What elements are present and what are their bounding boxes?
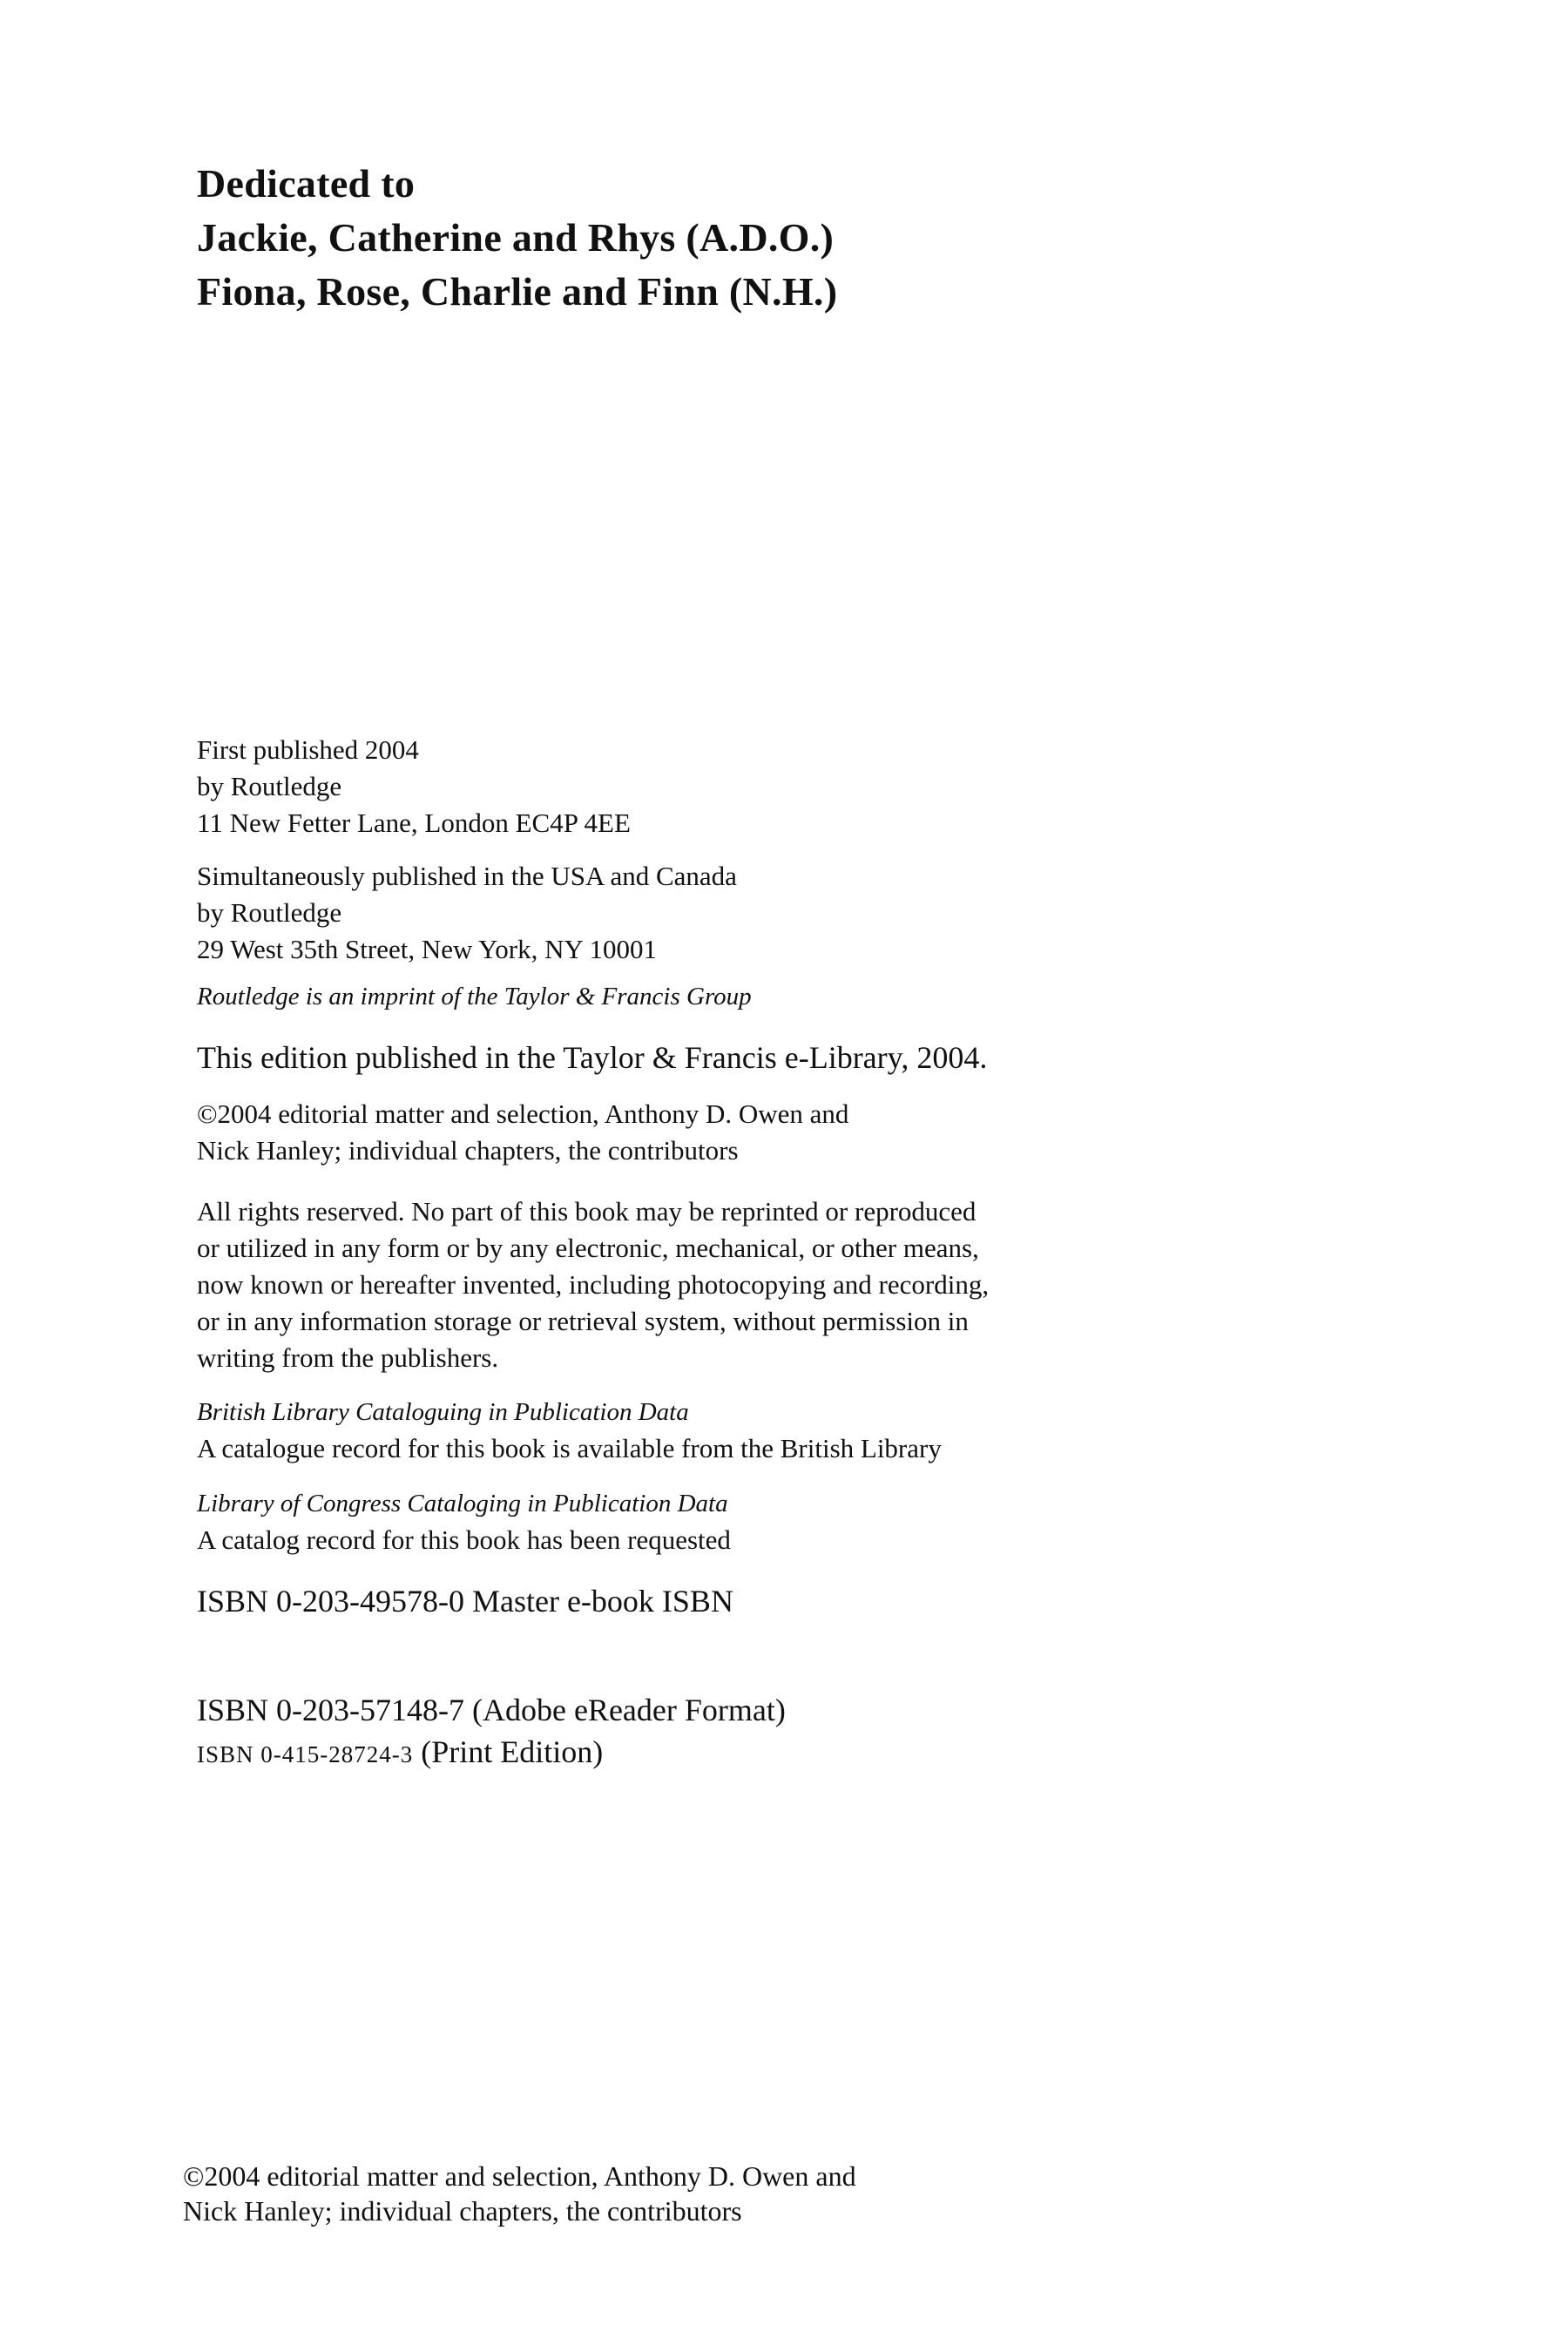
- rights-line: writing from the publishers.: [197, 1342, 499, 1373]
- footer-line: Nick Hanley; individual chapters, the contributors: [183, 2195, 742, 2227]
- publication-uk: [197, 732, 631, 841]
- rights-line: now known or hereafter invented, including photocopying and recording,: [197, 1269, 990, 1300]
- publication-us: [197, 858, 737, 968]
- publication-line: by Routledge: [197, 771, 342, 801]
- publication-line: Simultaneously published in the USA and Canada: [197, 861, 737, 891]
- isbn-master: [197, 1581, 733, 1621]
- publication-line: First published 2004: [197, 734, 419, 765]
- copyright-notice: [197, 1096, 848, 1169]
- copyright-line: ©2004 editorial matter and selection, Anthony D. Owen and: [197, 1098, 849, 1129]
- isbn-print: [197, 1732, 603, 1774]
- rights-line: All rights reserved. No part of this book may be reprinted or reproduced: [197, 1196, 977, 1227]
- isbn-print-label: (Print Edition): [421, 1734, 604, 1769]
- dedication-owen: Jackie, Catherine and Rhys (A.D.O.): [197, 215, 835, 260]
- dedication: [197, 157, 837, 319]
- ebook-edition-note: [197, 1038, 987, 1077]
- publication-line: 11 New Fetter Lane, London EC4P 4EE: [197, 808, 631, 838]
- british-library-heading: British Library Cataloguing in Publication Data: [197, 1398, 689, 1426]
- british-library-text: A catalogue record for this book is available from the British Library: [197, 1433, 942, 1463]
- publication-line: by Routledge: [197, 897, 342, 928]
- isbn-master-text: ISBN 0-203-49578-0 Master e-book ISBN: [197, 1584, 733, 1619]
- publication-line: 29 West 35th Street, New York, NY 10001: [197, 934, 657, 964]
- rights-notice: [197, 1193, 989, 1376]
- library-of-congress-cip: [197, 1485, 731, 1558]
- dedication-hanley: Fiona, Rose, Charlie and Finn (N.H.): [197, 269, 838, 314]
- british-library-cip: [197, 1394, 942, 1467]
- copyright-line: Nick Hanley; individual chapters, the contributors: [197, 1135, 739, 1166]
- ebook-edition-text: This edition published in the Taylor & Francis e-Library, 2004.: [197, 1040, 988, 1075]
- imprint-text: Routledge is an imprint of the Taylor & Francis Group: [197, 983, 752, 1010]
- library-of-congress-text: A catalog record for this book has been requested: [197, 1524, 731, 1555]
- isbn-adobe: [197, 1690, 786, 1730]
- library-of-congress-heading: Library of Congress Cataloging in Publication Data: [197, 1490, 728, 1517]
- footer-copyright: [183, 2159, 856, 2228]
- isbn-print-number: ISBN 0-415-28724-3: [197, 1741, 414, 1767]
- isbn-adobe-text: ISBN 0-203-57148-7 (Adobe eReader Format): [197, 1693, 786, 1727]
- imprint-note: [197, 983, 752, 1011]
- rights-line: or utilized in any form or by any electronic, mechanical, or other means,: [197, 1233, 979, 1263]
- rights-line: or in any information storage or retrieval system, without permission in: [197, 1306, 969, 1336]
- footer-line: ©2004 editorial matter and selection, Anthony D. Owen and: [183, 2160, 856, 2192]
- dedication-heading: Dedicated to: [197, 161, 416, 206]
